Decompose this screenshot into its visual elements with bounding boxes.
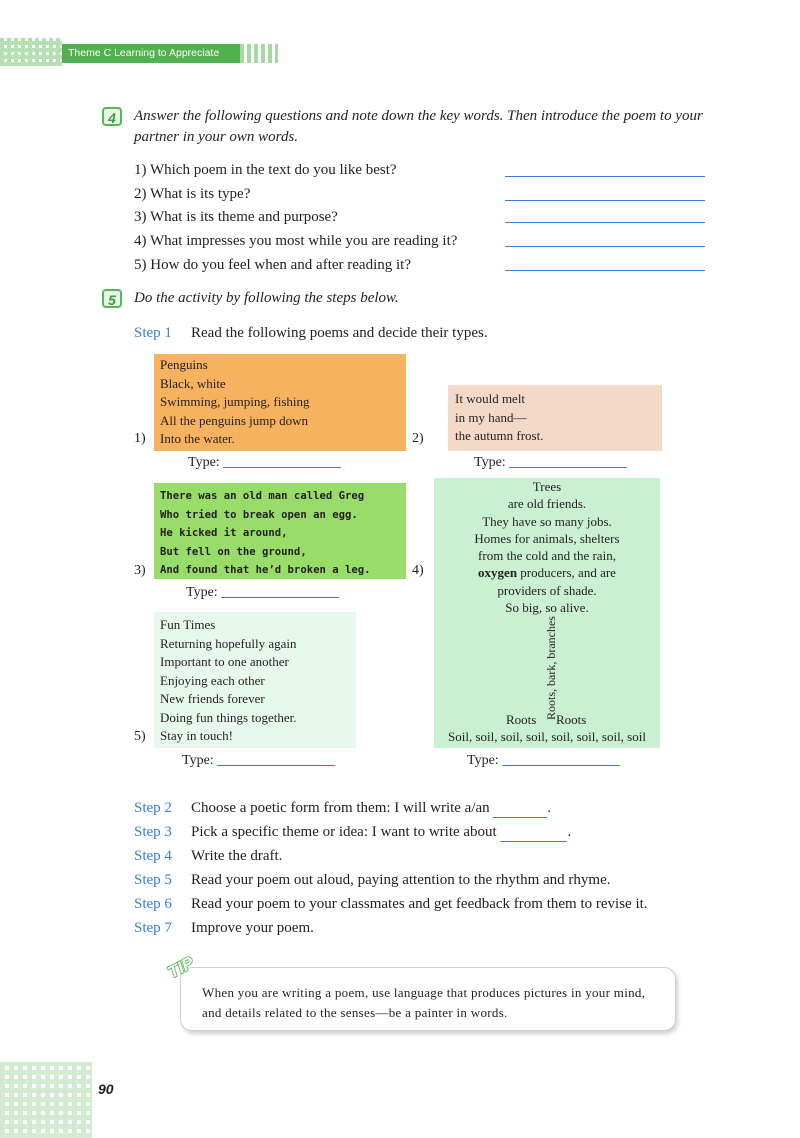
poem-line: Returning hopefully again	[160, 635, 297, 651]
poem-3-box	[154, 483, 406, 579]
poem-line: the autumn frost.	[455, 428, 544, 443]
poem-line: So big, so alive.	[505, 600, 589, 616]
poem-4-roots-left: Roots	[506, 712, 537, 727]
poem-5-box	[154, 612, 356, 748]
activity-4-badge: 4	[102, 107, 122, 126]
theme-header: Theme C Learning to Appreciate	[62, 44, 240, 63]
poem-line: are old friends.	[507, 496, 587, 512]
poem-bold-word: oxygen	[478, 565, 518, 581]
header-pixel-tail	[240, 44, 278, 63]
step-5-label: Step 5	[134, 872, 172, 888]
step-4-label: Step 4	[134, 848, 172, 864]
step-3-body: Pick a specific theme or idea: I want to write about	[191, 824, 501, 840]
poem-line: Homes for animals, shelters	[474, 530, 620, 546]
poem-4-trunk-text: Roots, bark, branches	[544, 616, 558, 720]
poem-line: providers of shade.	[497, 582, 597, 598]
poem-line: in my hand—	[455, 409, 527, 425]
poem-line: But fell on the ground,	[160, 545, 307, 558]
poem-line: Swimming, jumping, fishing	[160, 394, 310, 409]
poem-line: It would melt	[455, 391, 526, 406]
answer-line-3[interactable]	[505, 222, 705, 223]
poem-line: New friends forever	[160, 691, 265, 706]
poem-5-type	[182, 753, 335, 769]
poem-line: Important to one another	[160, 654, 289, 669]
poem-4-soil-line: Soil, soil, soil, soil, soil, soil, soil, soil	[448, 729, 646, 744]
poem-4-type	[467, 753, 620, 769]
type-label: Type:	[188, 455, 220, 470]
step-6-text: Read your poem to your classmates and get feedback from them to revise it.	[191, 896, 648, 912]
question-3: 3) What is its theme and purpose?	[134, 209, 338, 225]
poem-4-roots-right: Roots	[556, 712, 587, 727]
poem-line: Into the water.	[160, 431, 235, 446]
poem-2-type	[474, 455, 627, 471]
step-2-text	[191, 800, 551, 818]
step-3-text	[191, 824, 571, 842]
poem-line-rest: producers, and are	[517, 565, 616, 581]
step-1-label: Step 1	[134, 325, 172, 341]
question-4: 4) What impresses you most while you are reading it?	[134, 233, 458, 249]
step-2-body: Choose a poetic form from them: I will write a/an	[191, 800, 494, 816]
poem-line: Penguins	[160, 357, 208, 372]
type-answer-line[interactable]	[221, 585, 339, 598]
type-label: Type:	[474, 455, 506, 470]
step-5-text: Read your poem out aloud, paying attention to the rhythm and rhyme.	[191, 872, 611, 888]
step-7-text: Improve your poem.	[191, 920, 314, 936]
step-3-blank[interactable]	[500, 824, 567, 842]
answer-line-4[interactable]	[505, 246, 705, 247]
poem-2-box	[448, 385, 662, 451]
poem-3-type	[186, 585, 339, 601]
header-pixel-decoration	[0, 38, 62, 66]
poem-line: Who tried to break open an egg.	[160, 508, 358, 521]
poem-line: All the penguins jump down	[160, 412, 309, 428]
poem-1-type	[188, 455, 341, 471]
step-2-label: Step 2	[134, 800, 172, 816]
poem-4-number: 4)	[412, 563, 424, 578]
step-3-period: .	[567, 824, 572, 840]
activity-5-badge: 5	[102, 289, 122, 308]
answer-line-5[interactable]	[505, 270, 705, 271]
type-label: Type:	[182, 753, 214, 768]
page-number: 90	[98, 1081, 114, 1097]
step-1-text: Read the following poems and decide their types.	[191, 325, 488, 341]
poem-line: Stay in touch!	[160, 728, 233, 743]
poem-1-box	[154, 354, 406, 451]
poem-5-number: 5)	[134, 729, 146, 744]
poem-line: Trees	[532, 479, 562, 494]
step-7-label: Step 7	[134, 920, 172, 936]
tip-label: TIP	[164, 952, 198, 983]
step-3-label: Step 3	[134, 824, 172, 840]
type-label: Type:	[467, 753, 499, 768]
poem-1-number: 1)	[134, 431, 146, 446]
type-answer-line[interactable]	[502, 753, 620, 766]
step-6-label: Step 6	[134, 896, 172, 912]
poem-line: Black, white	[160, 375, 226, 391]
poem-line: There was an old man called Greg	[160, 490, 365, 502]
answer-line-2[interactable]	[505, 200, 705, 201]
type-answer-line[interactable]	[223, 455, 341, 468]
poem-line: He kicked it around,	[160, 527, 288, 539]
question-2: 2) What is its type?	[134, 186, 251, 202]
poem-line: Doing fun things together.	[160, 709, 297, 725]
question-1: 1) Which poem in the text do you like best?	[134, 162, 397, 178]
step-2-period: .	[547, 800, 552, 816]
activity-4-instruction: Answer the following questions and note down the key words. Then introduce the poem to your partner in your own words.	[134, 108, 703, 145]
footer-pixel-decoration	[0, 1062, 92, 1138]
poem-3-number: 3)	[134, 563, 146, 578]
step-4-text: Write the draft.	[191, 848, 283, 864]
poem-2-number: 2)	[412, 431, 424, 446]
type-label: Type:	[186, 585, 218, 600]
poem-line	[434, 564, 660, 581]
type-answer-line[interactable]	[217, 753, 335, 766]
poem-line: Fun Times	[160, 617, 216, 632]
poem-line: And found that he’d broken a leg.	[160, 564, 371, 576]
poem-line: from the cold and the rain,	[478, 548, 616, 564]
answer-line-1[interactable]	[505, 176, 705, 177]
tip-text: When you are writing a poem, use language that produces pictures in your mind, and details related to the senses—be a painter in words.	[202, 985, 646, 1020]
poem-line: They have so many jobs.	[482, 513, 612, 529]
activity-5-instruction: Do the activity by following the steps below.	[134, 290, 399, 306]
question-5: 5) How do you feel when and after reading it?	[134, 257, 411, 273]
step-2-blank[interactable]	[493, 800, 547, 818]
poem-line: Enjoying each other	[160, 672, 265, 688]
type-answer-line[interactable]	[509, 455, 627, 468]
